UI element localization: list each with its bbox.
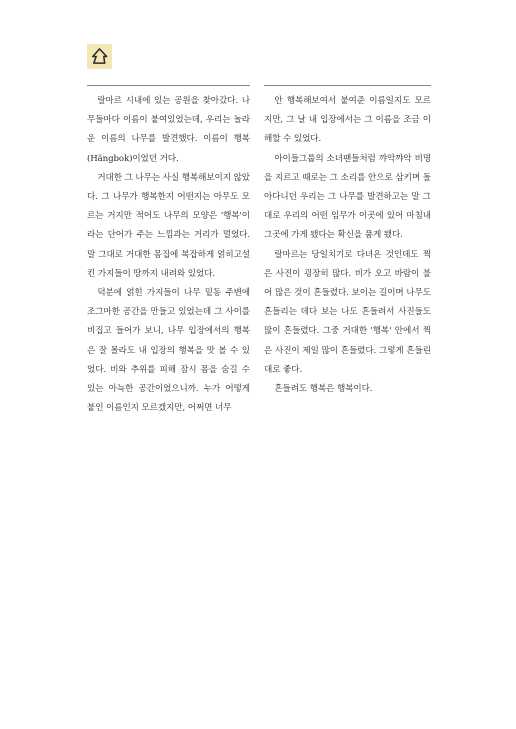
house-outline-icon <box>90 47 109 66</box>
right-header-rule <box>264 85 431 86</box>
logo-badge <box>87 44 112 69</box>
paragraph: 흔들려도 행복은 행복이다. <box>274 384 373 395</box>
paragraph: 덕분에 얽힌 가지들이 나무 밑동 주변에 조그마한 공간을 만들고 있었는데 그 사이를 비집고 들어가 보니, 나무 입장에서의 행복은 잘 몰라도 내 입장의 행복을 맛 볼 수 있었다. 비와 추위를 피해 잠시 몸을 숨길 수 있는 아늑한 공간이었으니까. 누가 어떻게 붙인 이름인지 모르겠지만, 어쩌면 너무 <box>87 288 250 414</box>
left-text-column <box>87 92 250 418</box>
paragraph: 안 행복해보여서 붙여준 이름일지도 모르지만, 그 날 내 입장에서는 그 이름을 조금 이해할 수 있었다. <box>264 96 431 145</box>
right-text-column <box>264 92 431 399</box>
paragraph: 거대한 그 나무는 사실 행복해보이지 않았다. 그 나무가 행복한지 어떤지는 아무도 모르는 거지만 적어도 나무의 모양은 '행복'이라는 단어가 주는 느낌과는 거리가 멀었다. 말 그대로 거대한 몸집에 복잡하게 얽히고설킨 가지들이 땅까지 내려와 있었다. <box>87 172 250 279</box>
left-header-rule <box>87 85 250 86</box>
paragraph: 랄마르 시내에 있는 공원을 찾아갔다. 나무들마다 이름이 붙여있었는데, 우리는 놀라운 이름의 나무를 발견했다. 이름이 행복(Hängbok)이었던 거다. <box>87 96 250 164</box>
paragraph: 아이들그룹의 소녀팬들처럼 꺄악꺄악 비명을 지르고 때로는 그 소리를 안으로 삼키며 돌아다니던 우리는 그 나무를 발견하고는 말 그대로 우리의 어떤 임무가 이곳에 있어 마침내 그곳에 가게 됐다는 확신을 품게 됐다. <box>264 153 431 241</box>
paragraph: 랄마르는 당일치기로 다녀온 것인데도 찍은 사진이 굉장히 많다. 비가 오고 바람이 불어 많은 것이 흔들렸다. 보이는 길이며 나무도 흔들리는 데다 보는 나도 흔들려서 사진들도 많이 흔들렸다. 그중 거대한 '행복' 안에서 찍은 사진이 제일 많이 흔들렸다. 그렇게 흔들린 대로 좋다. <box>264 249 431 375</box>
